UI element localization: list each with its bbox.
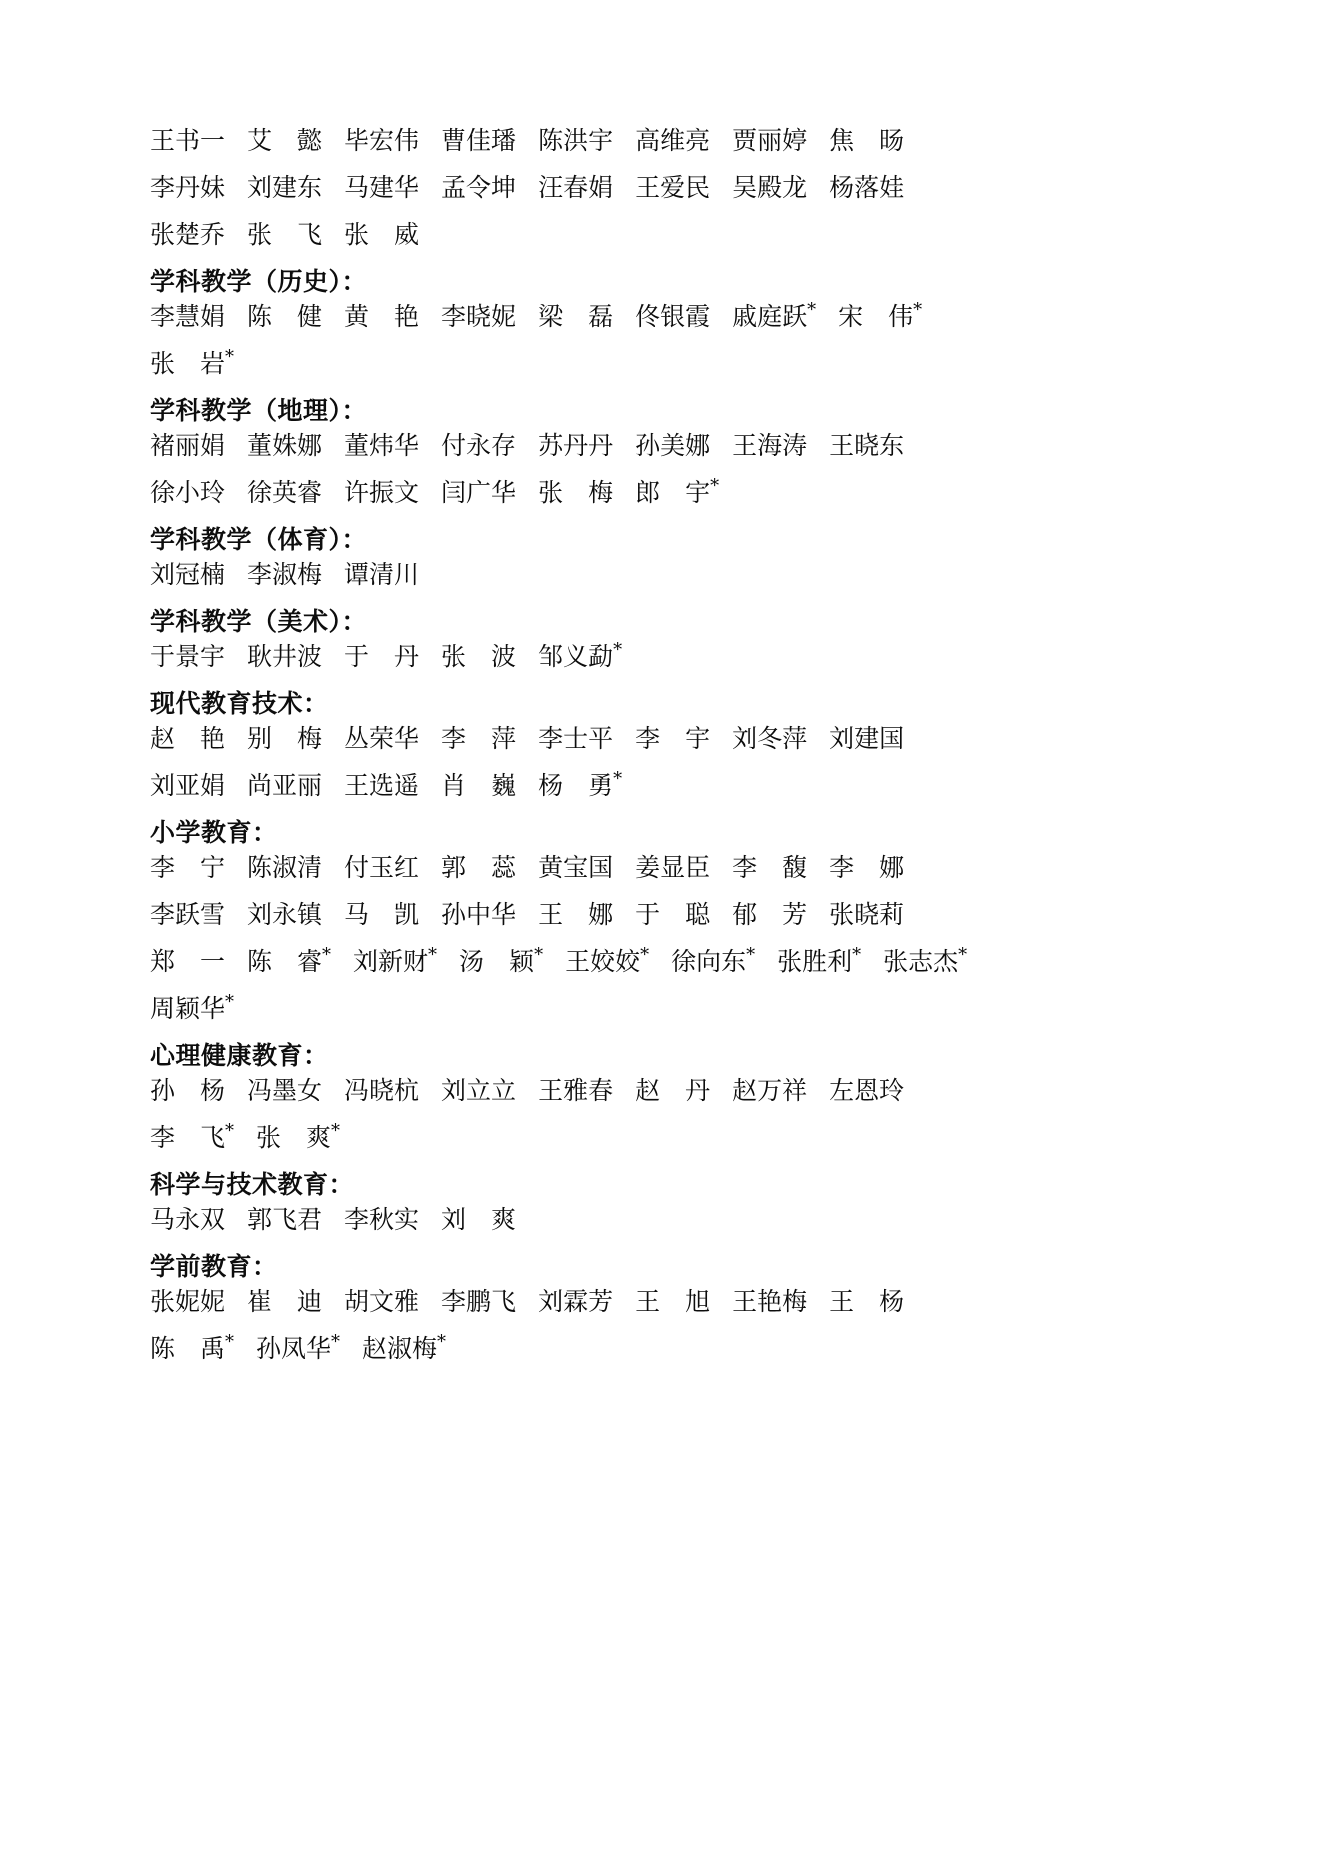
person-name: 王选遥	[344, 771, 420, 800]
person-name: 李 萍	[441, 724, 517, 753]
person-name: 郑 一	[150, 947, 226, 976]
person-name: 王晓东	[829, 431, 905, 460]
name-line	[150, 1078, 1150, 1103]
person-name: 杨 勇*	[538, 768, 623, 800]
asterisk-mark: *	[428, 944, 438, 966]
person-name: 宋 伟*	[838, 299, 923, 331]
person-name: 李慧娟	[150, 302, 226, 331]
section-heading: 学科教学（历史）：	[150, 267, 368, 296]
person-name: 王姣姣*	[565, 944, 650, 976]
name-line	[150, 175, 1150, 200]
person-name: 李 馥	[732, 853, 808, 882]
asterisk-mark: *	[852, 944, 862, 966]
person-name: 艾 懿	[247, 126, 323, 155]
name-line	[150, 433, 1150, 458]
person-name: 许振文	[344, 478, 420, 507]
person-name: 张 波	[441, 642, 517, 671]
name-line	[150, 944, 1150, 976]
asterisk-mark: *	[746, 944, 756, 966]
name-line	[150, 222, 1150, 247]
person-name: 胡文雅	[344, 1287, 420, 1316]
asterisk-mark: *	[913, 299, 923, 321]
person-name: 张 爽*	[256, 1120, 341, 1152]
person-name: 董炜华	[344, 431, 420, 460]
person-name: 徐英睿	[247, 478, 323, 507]
section-heading: 科学与技术教育：	[150, 1170, 355, 1199]
document-body	[150, 128, 1150, 1361]
name-line	[150, 1120, 1150, 1152]
person-name: 郎 宇*	[635, 475, 720, 507]
person-name: 于 丹	[344, 642, 420, 671]
name-line	[150, 475, 1150, 507]
person-name: 孟令坤	[441, 173, 517, 202]
person-name: 周颖华*	[150, 991, 235, 1023]
person-name: 张楚乔	[150, 220, 226, 249]
person-name: 陈 禹*	[150, 1331, 235, 1363]
person-name: 孙中华	[441, 900, 517, 929]
person-name: 汪春娟	[538, 173, 614, 202]
section-heading: 小学教育：	[150, 818, 278, 847]
name-line	[150, 128, 1150, 153]
person-name: 刘立立	[441, 1076, 517, 1105]
person-name: 曹佳璠	[441, 126, 517, 155]
person-name: 陈洪宇	[538, 126, 614, 155]
person-name: 王 娜	[538, 900, 614, 929]
person-name: 李鹏飞	[441, 1287, 517, 1316]
person-name: 焦 旸	[829, 126, 905, 155]
asterisk-mark: *	[322, 944, 332, 966]
person-name: 赵万祥	[732, 1076, 808, 1105]
person-name: 刘冬萍	[732, 724, 808, 753]
person-name: 孙 杨	[150, 1076, 226, 1105]
person-name: 别 梅	[247, 724, 323, 753]
person-name: 郭 蕊	[441, 853, 517, 882]
person-name: 孙美娜	[635, 431, 711, 460]
name-line	[150, 639, 1150, 671]
person-name: 张 岩*	[150, 346, 235, 378]
section-heading: 学前教育：	[150, 1252, 278, 1281]
asterisk-mark: *	[225, 1120, 235, 1142]
person-name: 苏丹丹	[538, 431, 614, 460]
name-line	[150, 902, 1150, 927]
person-name: 李晓妮	[441, 302, 517, 331]
person-name: 李士平	[538, 724, 614, 753]
person-name: 崔 迪	[247, 1287, 323, 1316]
asterisk-mark: *	[640, 944, 650, 966]
asterisk-mark: *	[710, 475, 720, 497]
person-name: 张妮妮	[150, 1287, 226, 1316]
name-line	[150, 991, 1150, 1023]
person-name: 冯墨女	[247, 1076, 323, 1105]
name-line	[150, 855, 1150, 880]
person-name: 毕宏伟	[344, 126, 420, 155]
person-name: 尚亚丽	[247, 771, 323, 800]
person-name: 刘亚娟	[150, 771, 226, 800]
asterisk-mark: *	[958, 944, 968, 966]
person-name: 高维亮	[635, 126, 711, 155]
person-name: 张晓莉	[829, 900, 905, 929]
asterisk-mark: *	[613, 768, 623, 790]
person-name: 王爱民	[635, 173, 711, 202]
person-name: 谭清川	[344, 560, 420, 589]
person-name: 刘霖芳	[538, 1287, 614, 1316]
person-name: 付永存	[441, 431, 517, 460]
person-name: 贾丽婷	[732, 126, 808, 155]
name-line	[150, 768, 1150, 800]
name-line	[150, 346, 1150, 378]
person-name: 李跃雪	[150, 900, 226, 929]
asterisk-mark: *	[534, 944, 544, 966]
person-name: 于 聪	[635, 900, 711, 929]
person-name: 张胜利*	[777, 944, 862, 976]
person-name: 左恩玲	[829, 1076, 905, 1105]
person-name: 李秋实	[344, 1205, 420, 1234]
person-name: 闫广华	[441, 478, 517, 507]
person-name: 刘冠楠	[150, 560, 226, 589]
person-name: 张 飞	[247, 220, 323, 249]
person-name: 赵 丹	[635, 1076, 711, 1105]
person-name: 肖 巍	[441, 771, 517, 800]
person-name: 王书一	[150, 126, 226, 155]
person-name: 张 梅	[538, 478, 614, 507]
person-name: 于景宇	[150, 642, 226, 671]
person-name: 李 娜	[829, 853, 905, 882]
person-name: 赵 艳	[150, 724, 226, 753]
section-heading: 学科教学（体育）：	[150, 525, 368, 554]
person-name: 王艳梅	[732, 1287, 808, 1316]
person-name: 刘建国	[829, 724, 905, 753]
asterisk-mark: *	[331, 1120, 341, 1142]
asterisk-mark: *	[613, 639, 623, 661]
person-name: 刘新财*	[353, 944, 438, 976]
person-name: 董姝娜	[247, 431, 323, 460]
asterisk-mark: *	[331, 1331, 341, 1353]
person-name: 耿井波	[247, 642, 323, 671]
person-name: 郭飞君	[247, 1205, 323, 1234]
person-name: 姜显臣	[635, 853, 711, 882]
person-name: 马建华	[344, 173, 420, 202]
person-name: 褚丽娟	[150, 431, 226, 460]
asterisk-mark: *	[225, 346, 235, 368]
section-heading: 现代教育技术：	[150, 689, 329, 718]
person-name: 李 宁	[150, 853, 226, 882]
section-heading: 心理健康教育：	[150, 1041, 329, 1070]
person-name: 冯晓杭	[344, 1076, 420, 1105]
name-line	[150, 562, 1150, 587]
person-name: 李 宇	[635, 724, 711, 753]
person-name: 吴殿龙	[732, 173, 808, 202]
person-name: 马永双	[150, 1205, 226, 1234]
person-name: 佟银霞	[635, 302, 711, 331]
asterisk-mark: *	[225, 1331, 235, 1353]
person-name: 张 威	[344, 220, 420, 249]
asterisk-mark: *	[807, 299, 817, 321]
person-name: 汤 颖*	[459, 944, 544, 976]
person-name: 王海涛	[732, 431, 808, 460]
name-line	[150, 726, 1150, 751]
person-name: 王雅春	[538, 1076, 614, 1105]
person-name: 邹义勐*	[538, 639, 623, 671]
person-name: 丛荣华	[344, 724, 420, 753]
person-name: 赵淑梅*	[362, 1331, 447, 1363]
person-name: 王 杨	[829, 1287, 905, 1316]
asterisk-mark: *	[225, 991, 235, 1013]
person-name: 李丹妹	[150, 173, 226, 202]
person-name: 黄 艳	[344, 302, 420, 331]
person-name: 陈 健	[247, 302, 323, 331]
person-name: 梁 磊	[538, 302, 614, 331]
person-name: 黄宝国	[538, 853, 614, 882]
person-name: 刘 爽	[441, 1205, 517, 1234]
person-name: 张志杰*	[883, 944, 968, 976]
name-line	[150, 299, 1150, 331]
person-name: 李淑梅	[247, 560, 323, 589]
person-name: 刘永镇	[247, 900, 323, 929]
name-line	[150, 1207, 1150, 1232]
person-name: 孙凤华*	[256, 1331, 341, 1363]
person-name: 李 飞*	[150, 1120, 235, 1152]
person-name: 戚庭跃*	[732, 299, 817, 331]
name-line	[150, 1289, 1150, 1314]
person-name: 陈 睿*	[247, 944, 332, 976]
person-name: 陈淑清	[247, 853, 323, 882]
person-name: 徐小玲	[150, 478, 226, 507]
person-name: 王 旭	[635, 1287, 711, 1316]
person-name: 付玉红	[344, 853, 420, 882]
person-name: 徐向东*	[671, 944, 756, 976]
section-heading: 学科教学（美术）：	[150, 607, 368, 636]
section-heading: 学科教学（地理）：	[150, 396, 368, 425]
person-name: 刘建东	[247, 173, 323, 202]
person-name: 杨落娃	[829, 173, 905, 202]
name-line	[150, 1331, 1150, 1363]
person-name: 郁 芳	[732, 900, 808, 929]
asterisk-mark: *	[437, 1331, 447, 1353]
person-name: 马 凯	[344, 900, 420, 929]
